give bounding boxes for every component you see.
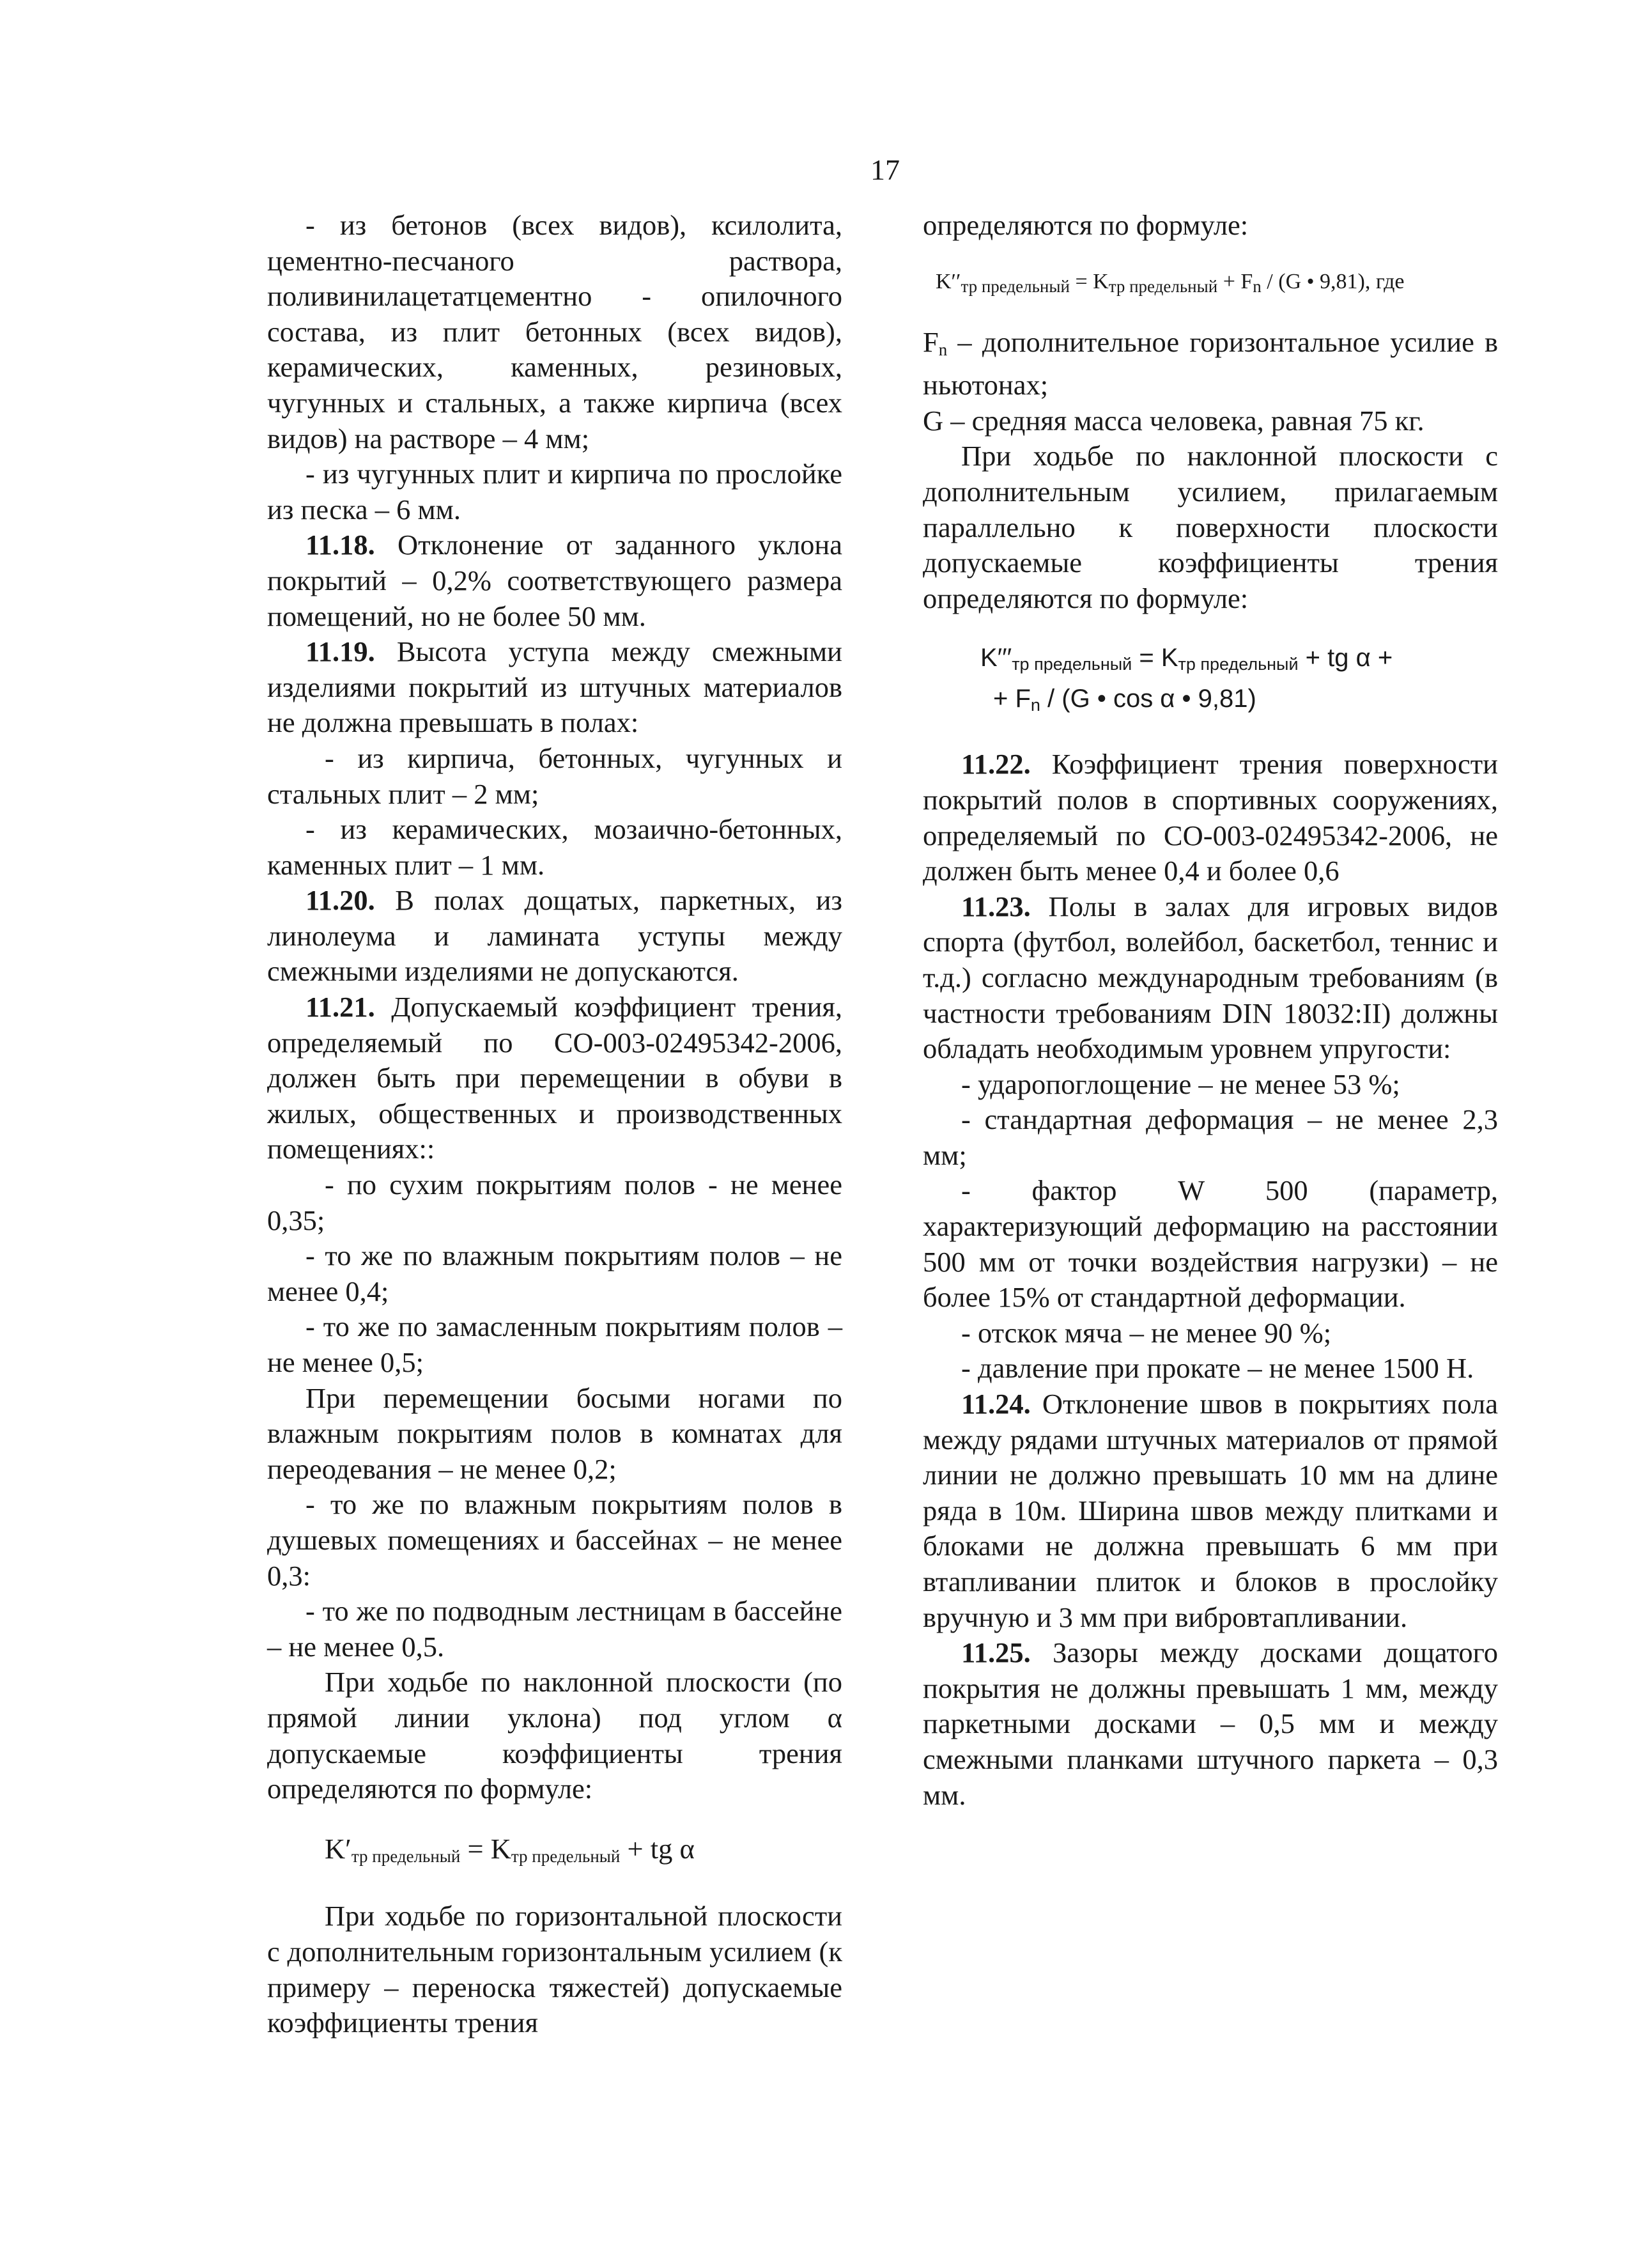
section-number: 11.18. <box>305 529 375 561</box>
formula-k-prime: $K'_{тр предельный} = K_{тр предельный}$ + tg α <box>325 1832 695 1866</box>
paragraph: При ходьбе по наклонной плоскости (по прямой линии уклона) под углом α допускаемые коэффициенты трения определяются по формуле: <box>267 1666 842 1805</box>
section-text: Полы в залах для игровых видов спорта (футбол, волейбол, баскетбол, теннис и т.д.) согласно международным требованиям (в частности требованиям DIN 18032:II) должны обладать необходимым уровнем упругости: <box>923 890 1498 1065</box>
paragraph: При ходьбе по наклонной плоскости с дополнительным усилием, прилагаемым параллельно к поверхности плоскости допускаемые коэффициенты трения определяются по формуле: <box>923 440 1498 614</box>
right-column <box>923 208 1498 1813</box>
paragraph: - из кирпича, бетонных, чугунных и стальных плит – 2 мм; <box>267 742 842 810</box>
paragraph: определяются по формуле: <box>923 209 1249 241</box>
section-number: 11.19. <box>305 635 375 668</box>
paragraph: $F_n$ – дополнительное горизонтальное усилие в ньютонах; <box>923 325 1498 401</box>
formula-k-triple-prime: $K'''_{тр предельный} = K_{тр предельный}$ + tg α + + $F_n / (G$ • cos α • 9,81) <box>980 644 1393 715</box>
section-text: Высота уступа между смежными изделиями покрытий из штучных материалов не должна превышать в полах: <box>267 635 842 739</box>
paragraph: - стандартная деформация – не менее 2,3 мм; <box>923 1103 1498 1171</box>
paragraph: - из бетонов (всех видов), ксилолита, цементно-песчаного раствора, поливинилацетатцементно - опилочного состава, из плит бетонных (всех видов), керамических, каменных, резиновых, чугунных и стальных, а также кирпича (всех видов) на растворе – 4 мм; <box>267 209 842 454</box>
paragraph: - ударопоглощение – не менее 53 %; <box>961 1068 1400 1100</box>
section-11-23 <box>923 889 1498 1067</box>
section-text: Зазоры между досками дощатого покрытия не должны превышать 1 мм, между паркетными досками – 0,5 мм и между смежными планками штучного паркета – 0,3 мм. <box>923 1636 1498 1811</box>
section-11-22 <box>923 747 1498 889</box>
section-number: 11.20. <box>305 884 375 917</box>
paragraph: - из керамических, мозаично-бетонных, каменных плит – 1 мм. <box>267 813 842 881</box>
paragraph: - то же по влажным покрытиям полов в душевых помещениях и бассейнах – не менее 0,3: <box>267 1488 842 1592</box>
section-number: 11.22. <box>961 748 1031 781</box>
left-column <box>267 208 842 2041</box>
section-11-20 <box>267 883 842 990</box>
paragraph: - отскок мяча – не менее 90 %; <box>961 1316 1332 1349</box>
paragraph: - то же по замасленным покрытиям полов – не менее 0,5; <box>267 1310 842 1378</box>
paragraph: - то же по влажным покрытиям полов – не менее 0,4; <box>267 1239 842 1307</box>
paragraph: - по сухим покрытиям полов - не менее 0,35; <box>267 1169 842 1236</box>
section-11-21 <box>267 990 842 1167</box>
paragraph: - то же по подводным лестницам в бассейне – не менее 0,5. <box>267 1595 842 1663</box>
section-text: Допускаемый коэффициент трения, определяемый по СО-003-02495342-2006, должен быть при перемещении в обуви в жилых, общественных и производственных помещениях:: <box>267 991 842 1165</box>
formula-k-double-prime: $K''_{тр предельный} = K_{тр предельный} + F_n / (G$ • 9,81), где <box>936 269 1405 296</box>
section-number: 11.21. <box>305 991 375 1023</box>
section-11-25 <box>923 1635 1498 1813</box>
paragraph: При перемещении босыми ногами по влажным покрытиям полов в комнатах для переодевания – не менее 0,2; <box>267 1381 842 1485</box>
paragraph: - давление при прокате – не менее 1500 Н. <box>961 1352 1474 1385</box>
section-number: 11.25. <box>961 1636 1031 1669</box>
paragraph: - фактор W 500 (параметр, характеризующий деформацию на расстоянии 500 мм от точки воздействия нагрузки) – не более 15% от стандартной деформации. <box>923 1174 1498 1314</box>
section-11-19 <box>267 634 842 741</box>
section-number: 11.24. <box>961 1388 1031 1420</box>
section-text: Отклонение от заданного уклона покрытий – 0,2% соответствующего размера помещений, но не более 50 мм. <box>267 529 842 632</box>
section-text: Отклонение швов в покрытиях пола между рядами штучных материалов от прямой линии не должно превышать 10 мм на длине ряда в 10м. Ширина швов между плитками и блоками не должна превышать 6 мм при втапливании плиток и блоков в прослойку вручную и 3 мм при вибровтапливании. <box>923 1388 1498 1633</box>
section-text: Коэффициент трения поверхности покрытий полов в спортивных сооружениях, определяемый по СО-003-02495342-2006, не должен быть менее 0,4 и более 0,6 <box>923 748 1498 887</box>
page-number: 17 <box>870 153 900 186</box>
paragraph: - из чугунных плит и кирпича по прослойке из песка – 6 мм. <box>267 458 842 525</box>
section-11-24 <box>923 1386 1498 1635</box>
paragraph: G – средняя масса человека, равная 75 кг. <box>923 404 1424 437</box>
section-text: В полах дощатых, паркетных, из линолеума и ламината уступы между смежными изделиями не допускаются. <box>267 884 842 988</box>
section-11-18 <box>267 527 842 634</box>
section-number: 11.23. <box>961 890 1031 922</box>
paragraph: При ходьбе по горизонтальной плоскости с дополнительным горизонтальным усилием (к примеру – переноска тяжестей) допускаемые коэффициенты трения <box>267 1900 842 2039</box>
